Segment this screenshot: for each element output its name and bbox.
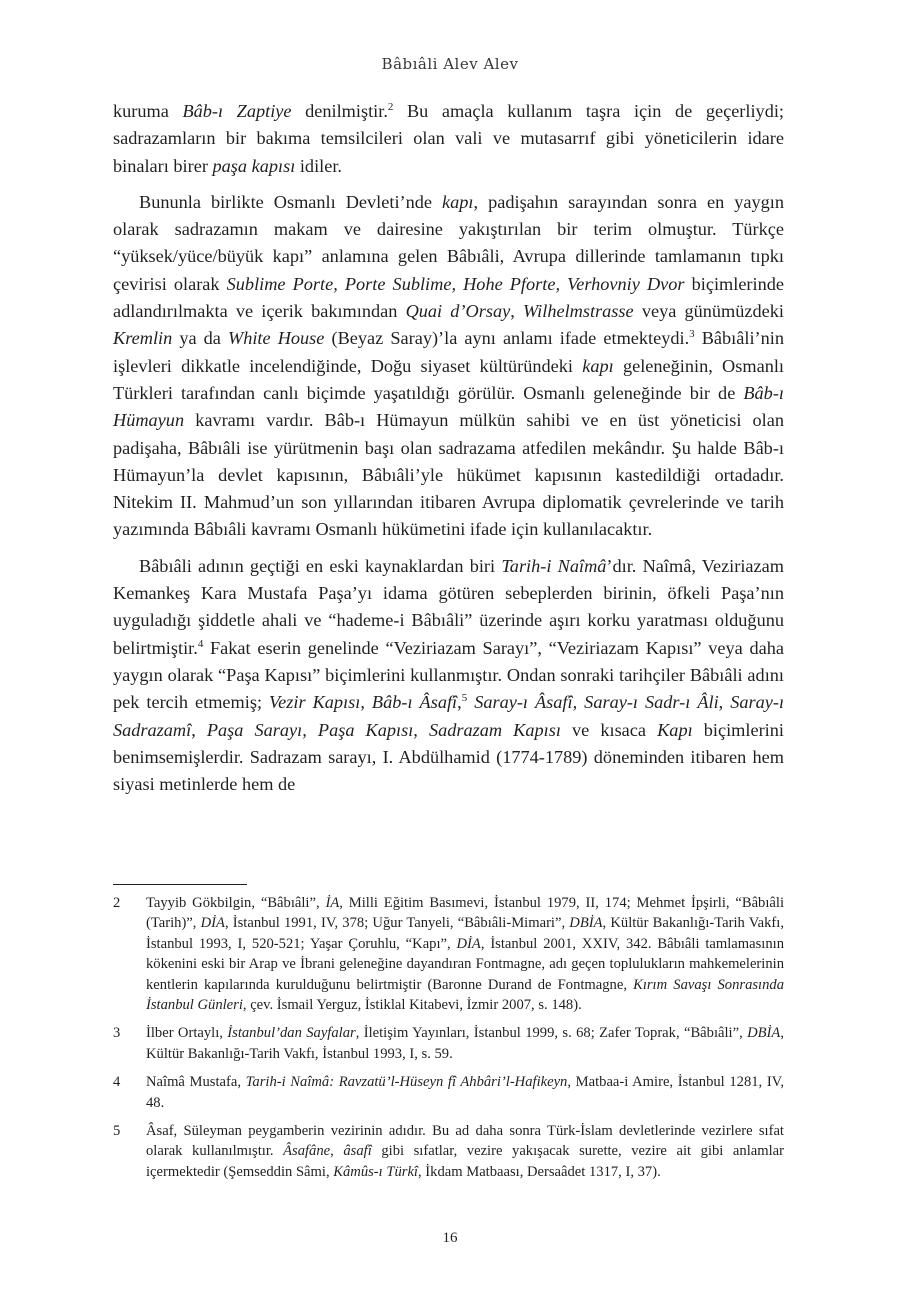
italic-run: DİA [456, 935, 481, 952]
italic-run: Bâb-ı Hümayun [113, 382, 784, 431]
text-run: , [191, 719, 207, 740]
text-run: gibi sıfatlar, vezire yakışacak surette, vezire ait gibi anlamlar içermektedir (Şemseddin Sâmi, [146, 1143, 784, 1180]
text-run: biçimlerini benimsemişlerdir. Sadrazam sarayı, I. Abdülhamid (1774-1789) döneminden itibaren hem siyasi metinlerde hem de [113, 719, 784, 795]
text-run: , İkdam Matbaası, Dersaâdet 1317, I, 37). [417, 1163, 661, 1180]
running-header: Bâbıâli Alev Alev [381, 55, 519, 73]
text-run: Bâbıâli adının geçtiği en eski kaynaklardan biri [139, 555, 502, 576]
italic-run: kapı [582, 355, 614, 376]
page-number: 16 [442, 1230, 458, 1246]
text-run: kavramı vardır. Bâb-ı Hümayun mülkün sahibi ve en üst yöneticisi olan padişaha, Bâbıâli ise yürütmenin başı olan sadrazama atfedilen mekândır. Şu halde Bâb-ı Hümayun’la devlet kapısının, Bâbıâli’yle hükümet kapısının kastedildiği ortadadır. Nitekim II. Mahmud’un son yıllarından itibaren Avrupa diplomatik çevrelerinde ve tarih yazımında Bâbıâli kavramı Osmanlı hükümetini ifade için kullanılacaktır. [113, 410, 784, 540]
text-run: , Kültür Bakanlığı-Tarih Vakfı, İstanbul 1993, I, s. 59. [146, 1025, 784, 1062]
text-run: ’dır. Naîmâ, Veziriazam Kemankeş Kara Mustafa Paşa’yı idama götüren sebeplerden birinin, öfkeli Paşa’nın uyguladığı şiddetle ahali ve “hademe-i Bâbıâli” üzerinde aşırı korku yaratması olduğunu belirtmiştir. [113, 555, 784, 658]
italic-run: İA [325, 895, 340, 911]
text-run: Tayyib Gökbilgin, “Bâbıâli”, [146, 895, 326, 911]
text-run: Bu amaçla kullanım taşra için de geçerliydi; sadrazamların bir bakıma temsilcileri olan vali ve mutasarrıf gibi yöneticilerin idare binaları birer [113, 101, 784, 176]
italic-run: âsafî [343, 1143, 372, 1160]
main-text [113, 98, 784, 807]
text-run: veya günümüzdeki [633, 301, 785, 322]
footnote-ref: 5 [461, 692, 468, 705]
paragraph-1 [113, 98, 784, 180]
text-run: ve kısaca [560, 719, 658, 740]
italic-run: Kremlin [113, 328, 173, 349]
text-run: Bununla birlikte Osmanlı Devleti’nde [139, 191, 443, 212]
text-run: , [457, 692, 462, 713]
text-run: , çev. İsmail Yerguz, İstiklal Kitabevi, İzmir 2007, s. 148). [242, 997, 582, 1014]
footnotes [113, 893, 784, 1190]
italic-run: Kâmûs-ı Türkî [333, 1163, 418, 1180]
italic-run: DBİA [747, 1025, 781, 1042]
text-run: (Beyaz Saray)’la aynı anlamı ifade etmekteydi. [324, 328, 690, 349]
italic-run: Wilhelmstrasse [522, 301, 634, 322]
text-run: , [510, 301, 523, 322]
footnote-ref: 2 [387, 100, 394, 113]
italic-run: paşa kapısı [212, 155, 296, 176]
italic-run: Tarih-i Naîmâ: Ravzatü’l-Hüseyn fî Ahbâri’l-Hafikeyn [245, 1074, 568, 1091]
footnote [113, 1121, 784, 1182]
text-run: İlber Ortaylı, [146, 1025, 228, 1042]
text-run: , [572, 692, 585, 713]
text-run: , Milli Eğitim Basımevi, İstanbul 1979, II, 174; Mehmet İpşirli, “Bâbıâli (Tarih)”, [146, 895, 784, 932]
italic-run: Saray-ı Sadrazamî [113, 692, 785, 740]
text-run: Âsaf, Süleyman peygamberin vezirinin adıdır. Bu ad daha sonra Türk-İslam devletlerinde vezirlere sıfat olarak kullanılmıştır. [146, 1123, 784, 1160]
footnote-number: 4 [113, 1074, 121, 1091]
text-run: , İletişim Yayınları, İstanbul 1999, s. 68; Zafer Toprak, “Bâbıâli”, [355, 1025, 748, 1042]
italic-run: İstanbul’dan Sayfalar [227, 1025, 356, 1042]
text-run: Naîmâ Mustafa, [146, 1074, 246, 1091]
italic-run: Kapı [657, 719, 693, 740]
text-run: kuruma [113, 101, 183, 121]
footnote-ref: 4 [197, 637, 204, 650]
text-run: Fakat eserin genelinde “Veziriazam Sarayı”, “Veziriazam Kapısı” veya daha yaygın olarak “Paşa Kapısı” biçimlerini kullanmıştır. Ondan sonraki tarihçiler Bâbıâli adını pek tercih etmemiş; [113, 637, 784, 713]
italic-run: Quai d’Orsay [405, 301, 511, 322]
italic-run: kapı [442, 191, 474, 212]
text-run: geleneğinin, Osmanlı Türkleri tarafından canlı biçimde yaşatıldığı görülür. Osmanlı geleneğinde bir de [113, 355, 784, 403]
text-run: , İstanbul 2001, XXIV, 342. Bâbıâli tamlamasının kökenini eski bir Arap ve İbrani geleneğine dayandıran Fontmagne, adı geçen toplulukların mahkemelerinin kentlerin kapılarında kurulduğunu belirtmiştir (Baronne Durand de Fontmagne, [146, 935, 784, 993]
text-run: , Kültür Bakanlığı-Tarih Vakfı, İstanbul 1993, I, 520-521; Yaşar Çoruhlu, “Kapı”, [146, 915, 784, 952]
text-run: , [360, 692, 372, 713]
footnote [113, 893, 784, 1015]
italic-run: Sublime Porte, Porte Sublime, Hohe Pforte, Verhovniy Dvor [226, 273, 685, 294]
italic-run: DBİA [569, 915, 603, 932]
italic-run: Tarih-i Naîmâ [501, 555, 607, 576]
text-run: Bâbıâli’nin işlevleri dikkatle incelendiğinde, Doğu siyaset kültüründeki [113, 328, 784, 376]
text-run: , [718, 692, 731, 713]
text-run: biçimlerinde adlandırılmakta ve içerik bakımından [113, 273, 784, 322]
text-run: , padişahın sarayından sonra en yaygın olarak sadrazamın makam ve dairesine yakıştırılan bir terim olmuştur. Türkçe “yüksek/yüce/büyük kapı” anlamına gelen Bâbıâli, Avrupa dillerinde tamlamanın tıpkı çevirisi olarak [113, 191, 784, 294]
italic-run: Saray-ı Sadr-ı Âli [584, 692, 719, 713]
footnote-text [146, 1123, 784, 1180]
italic-run: Saray-ı Âsafî [474, 692, 573, 713]
italic-run: Kırım Savaşı Sonrasında İstanbul Günleri [146, 976, 784, 1014]
footnote-ref: 3 [689, 328, 695, 341]
footnote-separator [113, 884, 247, 885]
footnote [113, 1023, 784, 1064]
italic-run: Âsafâne [283, 1143, 331, 1160]
footnote-number: 3 [113, 1025, 121, 1042]
text-run: denilmiştir. [291, 101, 388, 121]
italic-run: Paşa Sarayı, Paşa Kapısı, Sadrazam Kapısı [206, 719, 561, 740]
text-run: , İstanbul 1991, IV, 378; Uğur Tanyeli, “Bâbıâli-Mimari”, [224, 915, 570, 932]
footnote-text [146, 895, 784, 1013]
footnote-number: 2 [113, 895, 121, 911]
footnote-text [146, 1074, 784, 1110]
paragraph-2 [113, 189, 784, 544]
footnote-text [146, 1025, 784, 1061]
text-run: idiler. [295, 155, 342, 176]
italic-run: DİA [200, 915, 225, 932]
text-run: , Matbaa-i Amire, İstanbul 1281, IV, 48. [146, 1074, 784, 1111]
text-run: , [330, 1143, 344, 1160]
footnote [113, 1072, 784, 1113]
text-run: ya da [172, 328, 228, 349]
italic-run: Bâb-ı Âsafî [371, 692, 458, 713]
italic-run: Vezir Kapısı [269, 692, 361, 713]
footnote-number: 5 [113, 1123, 121, 1140]
paragraph-3 [113, 553, 784, 799]
italic-run: White House [227, 328, 325, 349]
italic-run: Bâb-ı Zaptiye [182, 101, 292, 121]
